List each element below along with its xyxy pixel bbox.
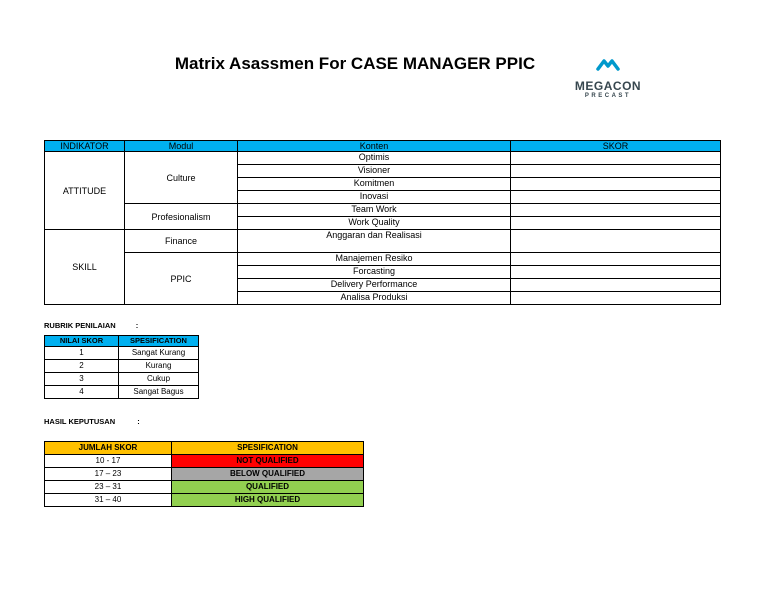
- col-spesification: SPESIFICATION: [172, 442, 364, 455]
- rubrik-label: [44, 321, 138, 330]
- qualification-label: NOT QUALIFIED: [172, 455, 364, 468]
- table-row: [45, 347, 199, 360]
- hasil-colon: :: [137, 417, 140, 426]
- col-spesification: SPESIFICATION: [119, 336, 199, 347]
- hasil-label: [44, 417, 140, 426]
- table-row: [45, 373, 199, 386]
- col-jumlah-skor: JUMLAH SKOR: [45, 442, 172, 455]
- score-cell[interactable]: [511, 204, 721, 217]
- rubrik-table: [44, 335, 199, 399]
- hasil-label-text: HASIL KEPUTUSAN: [44, 417, 116, 426]
- score-cell[interactable]: [511, 191, 721, 204]
- col-skor: SKOR: [511, 141, 721, 152]
- score-cell[interactable]: [511, 152, 721, 165]
- rubrik-spec: Cukup: [119, 373, 199, 386]
- table-row: [45, 152, 721, 165]
- content-cell: Work Quality: [238, 217, 511, 230]
- score-cell[interactable]: [511, 253, 721, 266]
- megacon-logo-icon: [594, 56, 622, 74]
- table-row: [45, 253, 721, 266]
- content-cell: Inovasi: [238, 191, 511, 204]
- col-modul: Modul: [125, 141, 238, 152]
- table-row: [45, 204, 721, 217]
- logo-subtitle: PRECAST: [584, 93, 632, 99]
- qualification-label: QUALIFIED: [172, 481, 364, 494]
- module-culture: Culture: [125, 152, 238, 204]
- content-cell: Analisa Produksi: [238, 292, 511, 305]
- rubrik-spec: Kurang: [119, 360, 199, 373]
- table-row: [45, 468, 364, 481]
- table-row: [45, 386, 199, 399]
- score-cell[interactable]: [511, 279, 721, 292]
- module-finance: Finance: [125, 230, 238, 253]
- rubrik-score: 4: [45, 386, 119, 399]
- score-cell[interactable]: [511, 230, 721, 253]
- table-row: [45, 481, 364, 494]
- rubrik-header-row: [45, 336, 199, 347]
- page-title: Matrix Asassmen For CASE MANAGER PPIC: [174, 54, 536, 73]
- score-range: 23 – 31: [45, 481, 172, 494]
- col-konten: Konten: [238, 141, 511, 152]
- hasil-table: [44, 441, 364, 507]
- matrix-header-row: [45, 141, 721, 152]
- content-cell: Manajemen Resiko: [238, 253, 511, 266]
- indicator-skill: SKILL: [45, 230, 125, 305]
- module-profesionalism: Profesionalism: [125, 204, 238, 230]
- score-range: 31 – 40: [45, 494, 172, 507]
- content-cell: Forcasting: [238, 266, 511, 279]
- assessment-matrix: [44, 140, 721, 305]
- content-cell: Visioner: [238, 165, 511, 178]
- indicator-attitude: ATTITUDE: [45, 152, 125, 230]
- content-cell: Delivery Performance: [238, 279, 511, 292]
- col-indikator: INDIKATOR: [45, 141, 125, 152]
- content-cell: Team Work: [238, 204, 511, 217]
- score-range: 10 - 17: [45, 455, 172, 468]
- rubrik-colon: :: [135, 321, 139, 330]
- score-range: 17 – 23: [45, 468, 172, 481]
- rubrik-score: 2: [45, 360, 119, 373]
- table-row: [45, 230, 721, 253]
- table-row: [45, 494, 364, 507]
- qualification-label: HIGH QUALIFIED: [172, 494, 364, 507]
- logo-name: MEGACON: [574, 79, 642, 93]
- megacon-logo: [566, 56, 650, 100]
- score-cell[interactable]: [511, 217, 721, 230]
- table-row: [45, 455, 364, 468]
- rubrik-score: 3: [45, 373, 119, 386]
- score-cell[interactable]: [511, 292, 721, 305]
- hasil-header-row: [45, 442, 364, 455]
- rubrik-score: 1: [45, 347, 119, 360]
- rubrik-spec: Sangat Kurang: [119, 347, 199, 360]
- rubrik-label-text: RUBRIK PENILAIAN: [44, 321, 116, 330]
- content-cell: Anggaran dan Realisasi: [238, 230, 511, 253]
- content-cell: Komitmen: [238, 178, 511, 191]
- score-cell[interactable]: [511, 165, 721, 178]
- score-cell[interactable]: [511, 178, 721, 191]
- score-cell[interactable]: [511, 266, 721, 279]
- content-cell: Optimis: [238, 152, 511, 165]
- table-row: [45, 360, 199, 373]
- col-nilai-skor: NILAI SKOR: [45, 336, 119, 347]
- module-ppic: PPIC: [125, 253, 238, 305]
- rubrik-spec: Sangat Bagus: [119, 386, 199, 399]
- qualification-label: BELOW QUALIFIED: [172, 468, 364, 481]
